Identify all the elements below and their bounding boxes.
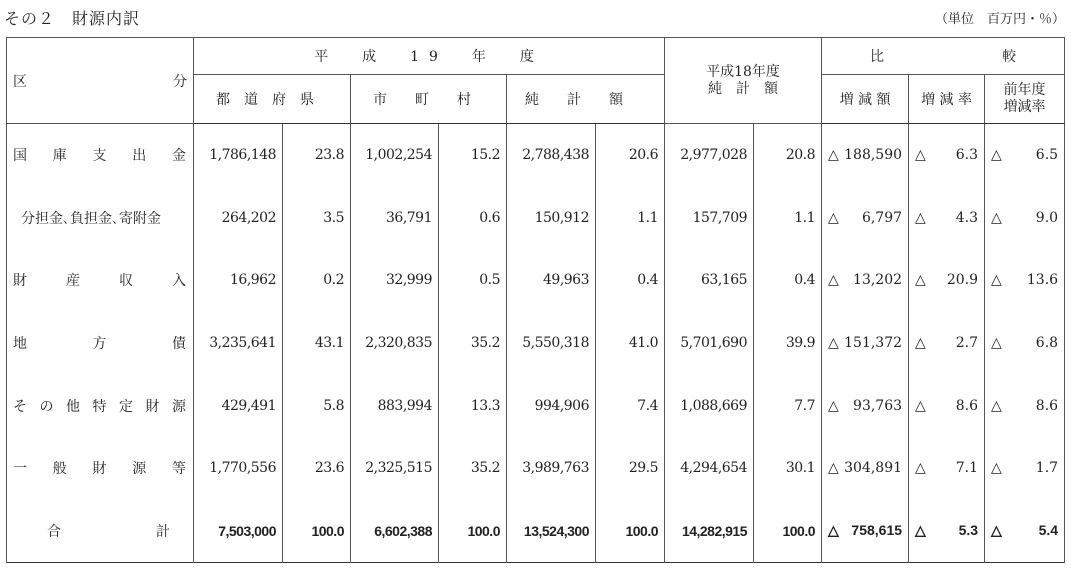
header-category: 区 分 [7, 38, 194, 124]
revenue-source-table [6, 37, 1065, 563]
header-row-top [7, 38, 1065, 75]
decrease-mark: △ [991, 272, 1002, 289]
header-prefecture: 都 道 府 県 [194, 75, 351, 124]
decrease-mark: △ [828, 460, 839, 477]
decrease-mark: △ [915, 147, 926, 164]
cell-change-amount: △ 304,891 [822, 437, 909, 500]
decrease-mark: △ [991, 147, 1002, 164]
header-change-amount: 増 減 額 [822, 75, 909, 124]
cell-prefecture-pct: 23.8 [283, 124, 351, 187]
cell-change-amount: △ 6,797 [822, 186, 909, 249]
cell-prev-net-pct: 20.8 [754, 124, 822, 187]
row-label: 一般財源等 [7, 437, 194, 500]
cell-municipal-pct: 0.5 [439, 249, 507, 312]
header-compare [822, 38, 1065, 75]
total-prefecture: 7,503,000 [194, 500, 283, 563]
cell-prefecture: 1,786,148 [194, 124, 283, 187]
cell-prev-net-pct: 39.9 [754, 312, 822, 375]
decrease-mark: △ [915, 522, 926, 539]
cell-prefecture-pct: 23.6 [283, 437, 351, 500]
cell-net: 5,550,318 [507, 312, 596, 375]
header-fy18-line1: 平成18年度 [706, 63, 780, 80]
cell-prefecture-pct: 0.2 [283, 249, 351, 312]
total-change-amount: △ 758,615 [822, 500, 909, 563]
table-row [7, 186, 1065, 249]
cell-change-rate: △ 7.1 [909, 437, 985, 500]
cell-prev-net: 63,165 [665, 249, 754, 312]
decrease-mark: △ [991, 397, 1002, 414]
decrease-mark: △ [828, 397, 839, 414]
cell-net: 2,788,438 [507, 124, 596, 187]
cell-net: 49,963 [507, 249, 596, 312]
total-net: 13,524,300 [507, 500, 596, 563]
decrease-mark: △ [991, 209, 1002, 226]
row-label: 分担金､負担金､寄附金 [7, 186, 194, 249]
header-prev-rate-line2: 増減率 [1003, 99, 1046, 115]
table-row [7, 437, 1065, 500]
row-label: 国庫支出金 [7, 124, 194, 187]
cell-prefecture-pct: 3.5 [283, 186, 351, 249]
cell-prefecture-pct: 43.1 [283, 312, 351, 375]
unit-note: （単位 百万円・％） [934, 11, 1065, 27]
header-fy19: 平 成 19 年 度 [194, 38, 665, 75]
cell-prev-rate: △ 8.6 [985, 374, 1065, 437]
cell-prev-rate: △ 9.0 [985, 186, 1065, 249]
cell-prev-net: 2,977,028 [665, 124, 754, 187]
cell-change-amount: △ 93,763 [822, 374, 909, 437]
decrease-mark: △ [915, 209, 926, 226]
cell-change-amount: △ 13,202 [822, 249, 909, 312]
cell-prev-rate: △ 6.5 [985, 124, 1065, 187]
cell-prefecture-pct: 5.8 [283, 374, 351, 437]
cell-prev-rate: △ 1.7 [985, 437, 1065, 500]
header-prev-rate [985, 75, 1065, 124]
cell-net: 150,912 [507, 186, 596, 249]
cell-net-pct: 1.1 [596, 186, 665, 249]
cell-prev-net-pct: 0.4 [754, 249, 822, 312]
header-municipal: 市 町 村 [351, 75, 507, 124]
decrease-mark: △ [915, 334, 926, 351]
table-row [7, 249, 1065, 312]
cell-prefecture: 1,770,556 [194, 437, 283, 500]
table-row [7, 374, 1065, 437]
total-row [7, 500, 1065, 563]
cell-prefecture: 3,235,641 [194, 312, 283, 375]
decrease-mark: △ [828, 522, 839, 539]
cell-net-pct: 41.0 [596, 312, 665, 375]
decrease-mark: △ [828, 147, 839, 164]
cell-prefecture: 429,491 [194, 374, 283, 437]
cell-net-pct: 7.4 [596, 374, 665, 437]
decrease-mark: △ [915, 460, 926, 477]
cell-prev-net-pct: 1.1 [754, 186, 822, 249]
cell-prev-net-pct: 30.1 [754, 437, 822, 500]
row-label: 地方債 [7, 312, 194, 375]
cell-prev-net: 4,294,654 [665, 437, 754, 500]
cell-prev-rate: △ 13.6 [985, 249, 1065, 312]
decrease-mark: △ [991, 522, 1002, 539]
decrease-mark: △ [828, 272, 839, 289]
total-municipal: 6,602,388 [351, 500, 439, 563]
cell-net-pct: 29.5 [596, 437, 665, 500]
cell-prefecture: 16,962 [194, 249, 283, 312]
cell-change-rate: △ 8.6 [909, 374, 985, 437]
cell-municipal-pct: 35.2 [439, 437, 507, 500]
decrease-mark: △ [991, 460, 1002, 477]
total-municipal-pct: 100.0 [439, 500, 507, 563]
header-net: 純 計 額 [507, 75, 665, 124]
cell-change-amount: △ 188,590 [822, 124, 909, 187]
header-prev-rate-line1: 前年度 [1003, 82, 1046, 98]
cell-prefecture: 264,202 [194, 186, 283, 249]
cell-net: 3,989,763 [507, 437, 596, 500]
cell-municipal-pct: 35.2 [439, 312, 507, 375]
table-row [7, 312, 1065, 375]
cell-net: 994,906 [507, 374, 596, 437]
cell-municipal: 36,791 [351, 186, 439, 249]
total-prev-rate: △ 5.4 [985, 500, 1065, 563]
cell-municipal: 32,999 [351, 249, 439, 312]
cell-prev-net: 1,088,669 [665, 374, 754, 437]
table-row [7, 124, 1065, 187]
total-prev-net: 14,282,915 [665, 500, 754, 563]
cell-change-rate: △ 6.3 [909, 124, 985, 187]
cell-net-pct: 20.6 [596, 124, 665, 187]
cell-municipal-pct: 13.3 [439, 374, 507, 437]
header-fy18 [665, 38, 822, 124]
decrease-mark: △ [915, 272, 926, 289]
cell-change-amount: △ 151,372 [822, 312, 909, 375]
cell-municipal: 1,002,254 [351, 124, 439, 187]
total-change-rate: △ 5.3 [909, 500, 985, 563]
total-prefecture-pct: 100.0 [283, 500, 351, 563]
row-label: 財産収入 [7, 249, 194, 312]
cell-prev-net: 5,701,690 [665, 312, 754, 375]
cell-change-rate: △ 2.7 [909, 312, 985, 375]
cell-municipal: 883,994 [351, 374, 439, 437]
header-compare-left: 比 [870, 49, 885, 65]
cell-change-rate: △ 4.3 [909, 186, 985, 249]
decrease-mark: △ [828, 209, 839, 226]
header-fy18-line2: 純 計 額 [708, 80, 779, 97]
total-net-pct: 100.0 [596, 500, 665, 563]
cell-municipal-pct: 0.6 [439, 186, 507, 249]
decrease-mark: △ [991, 334, 1002, 351]
header-change-rate: 増 減 率 [909, 75, 985, 124]
total-label: 合計 [7, 500, 194, 563]
header-compare-right: 較 [1002, 49, 1017, 65]
cell-prev-net-pct: 7.7 [754, 374, 822, 437]
total-prev-net-pct: 100.0 [754, 500, 822, 563]
cell-net-pct: 0.4 [596, 249, 665, 312]
cell-change-rate: △ 20.9 [909, 249, 985, 312]
title-row [4, 4, 1065, 30]
cell-municipal-pct: 15.2 [439, 124, 507, 187]
cell-municipal: 2,325,515 [351, 437, 439, 500]
row-label: その他特定財源 [7, 374, 194, 437]
cell-prev-rate: △ 6.8 [985, 312, 1065, 375]
cell-municipal: 2,320,835 [351, 312, 439, 375]
page-title: その２ 財源内訳 [4, 8, 141, 28]
cell-prev-net: 157,709 [665, 186, 754, 249]
decrease-mark: △ [915, 397, 926, 414]
decrease-mark: △ [828, 334, 839, 351]
